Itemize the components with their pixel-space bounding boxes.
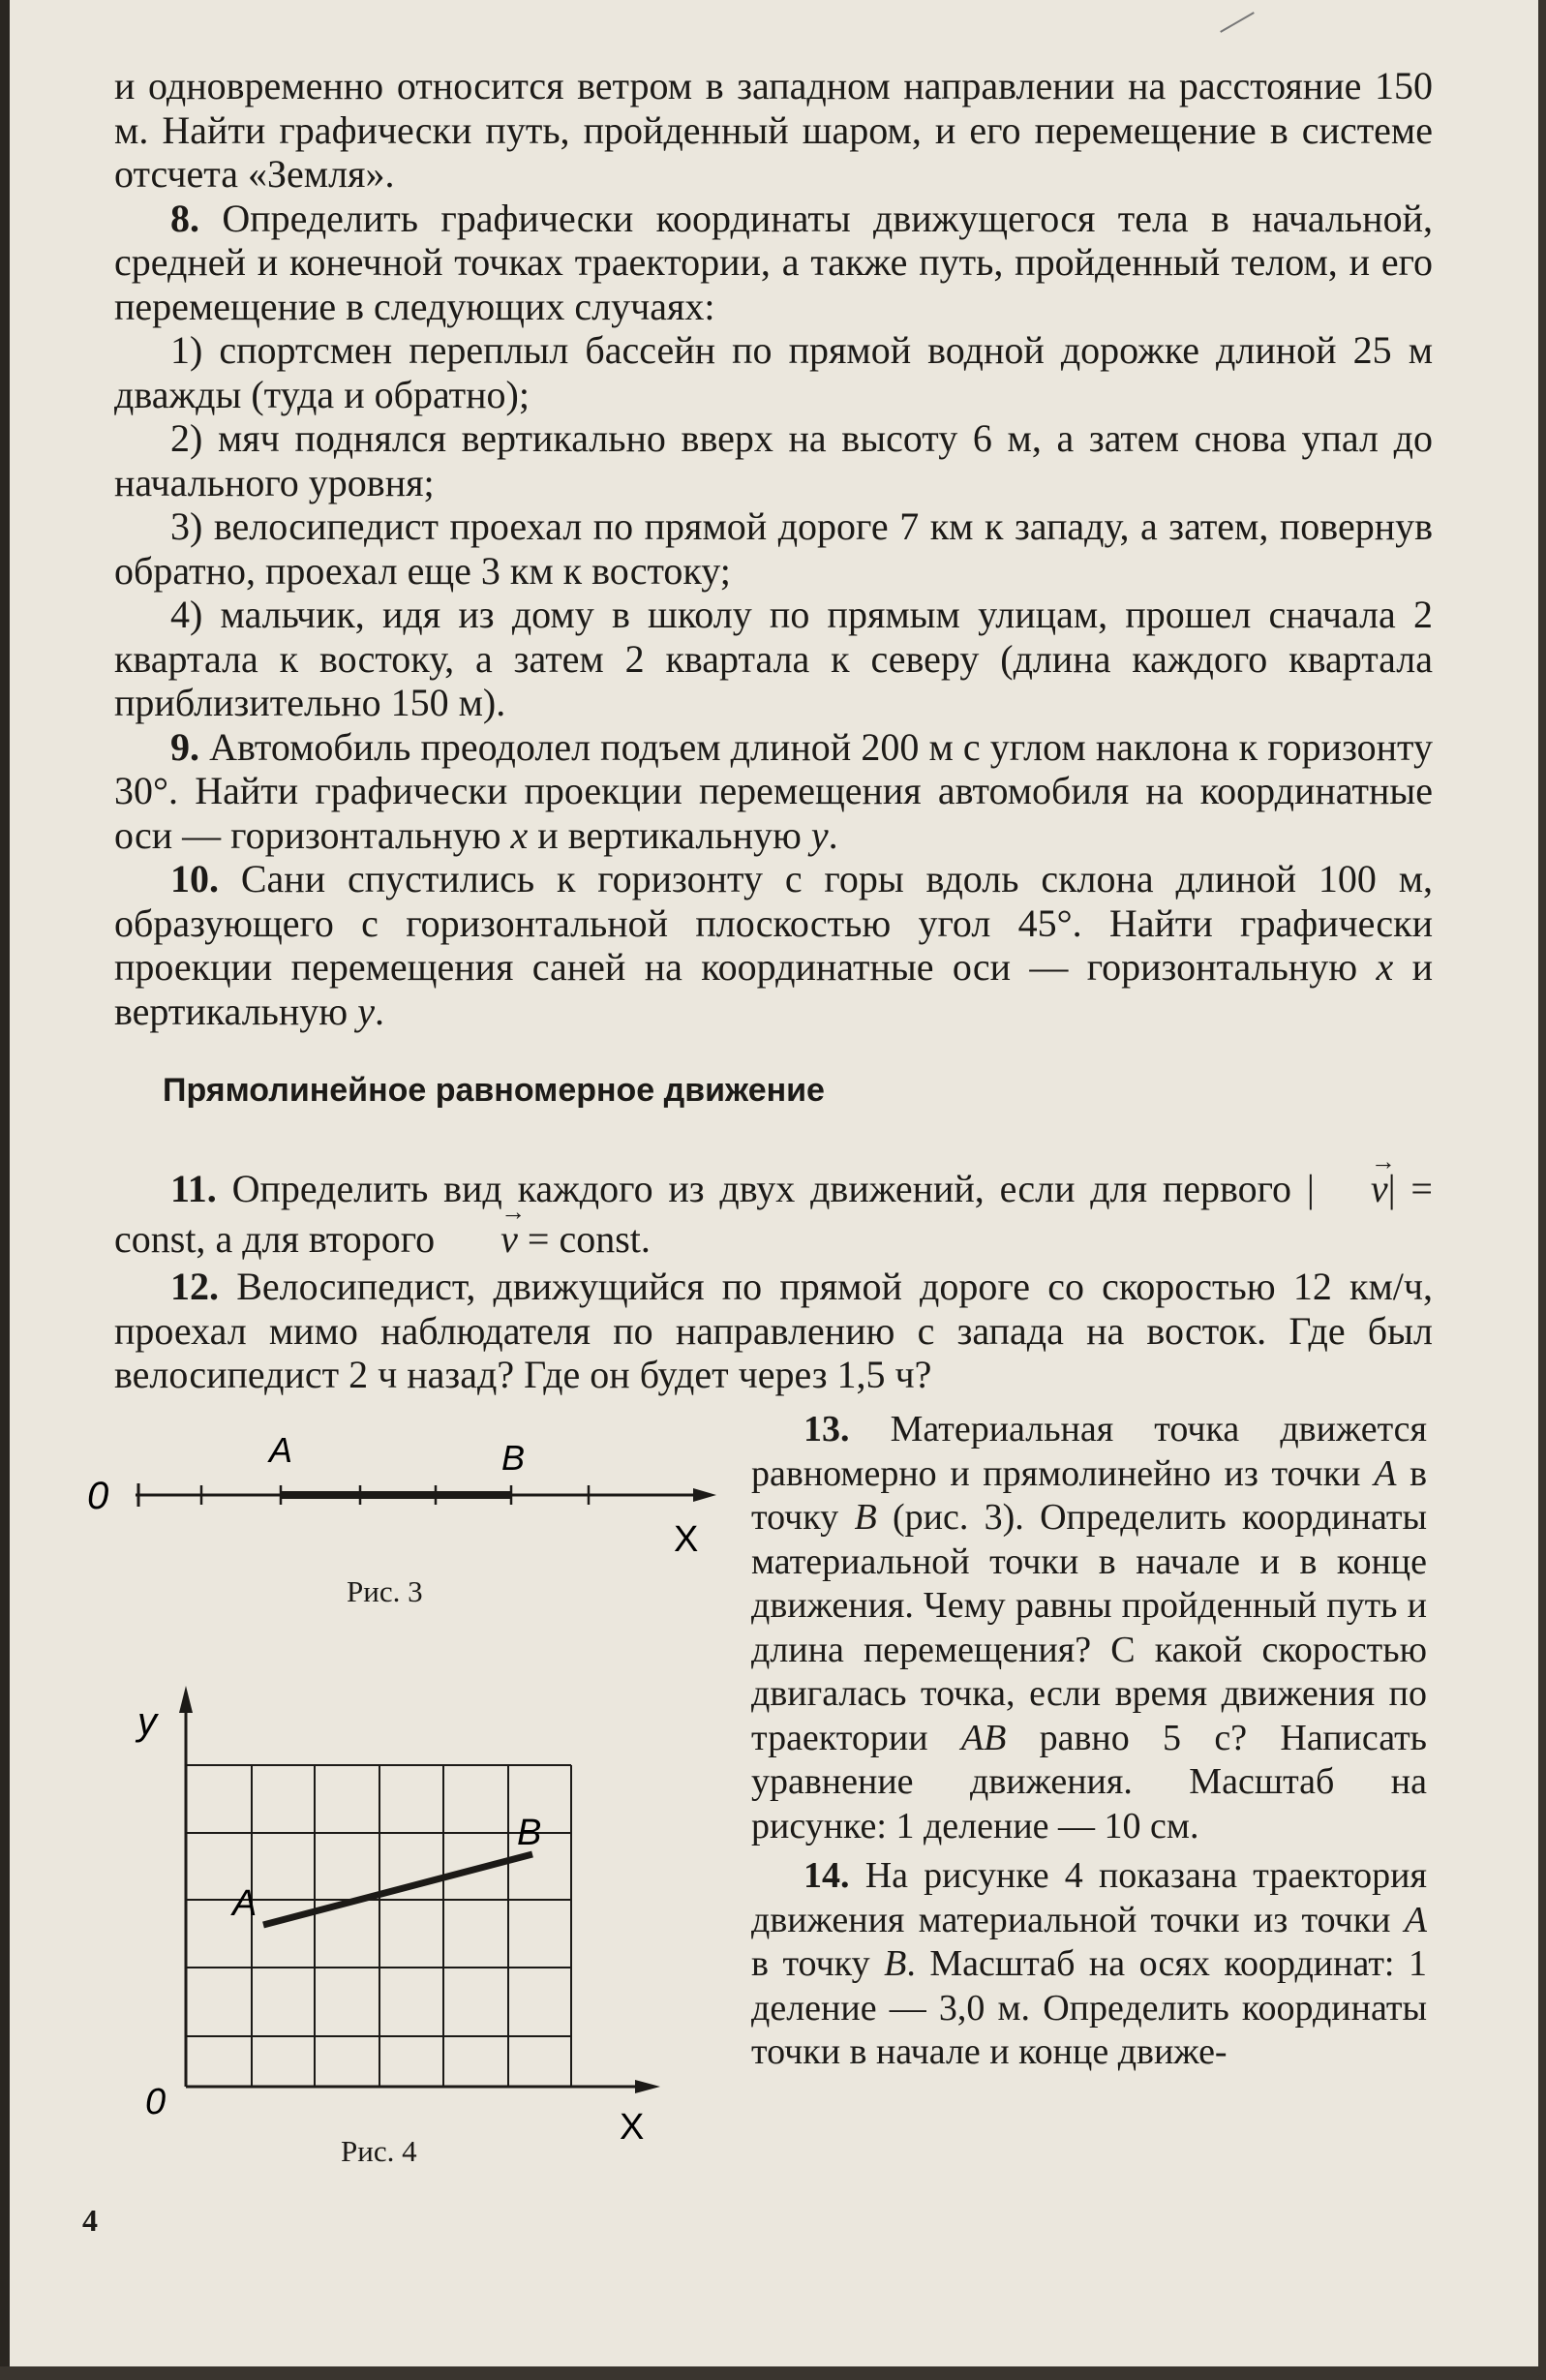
formula-v xyxy=(444,1217,651,1261)
scan-edge-left xyxy=(0,0,10,2380)
abs-bar: | xyxy=(1306,1167,1315,1210)
problem-11 xyxy=(114,1164,1433,1265)
problem-text: На рисунке 4 показана траектория движения материальной точки из точки xyxy=(751,1855,1427,1940)
problem-number: 11. xyxy=(170,1167,217,1210)
figure-4-y-label: y xyxy=(137,1700,157,1743)
period: . xyxy=(828,812,838,857)
problem-number: 14. xyxy=(803,1855,850,1896)
problem-10 xyxy=(114,857,1433,1033)
point-b: B xyxy=(854,1497,877,1538)
problem-text: а для второго xyxy=(215,1217,436,1261)
problem-text: и вертикальную xyxy=(114,945,1434,1033)
problem-text: Материальная точка движется равномерно и прямолинейно из точки xyxy=(751,1409,1428,1494)
problem-text: Сани спустились к горизонту с горы вдоль склона длиной 100 м, образующего с горизонтальной плоскостью угол 45°. Найти графически проекции перемещения саней на координатные оси — горизонтальную xyxy=(114,857,1434,989)
problem-text: равно 5 с? Написать уравнение движения. Масштаб на рисунке: 1 деление — 10 см. xyxy=(751,1717,1428,1846)
variable-y: y xyxy=(357,989,375,1033)
problem-14 xyxy=(751,1854,1427,2075)
figure-4-origin-label: 0 xyxy=(145,2082,167,2122)
point-b: B xyxy=(884,1943,907,1984)
figure-4-trajectory-ab xyxy=(263,1854,532,1925)
problem-8-case-2: 2) мяч поднялся вертикально вверх на высоту 6 м, а затем снова упал до начального уровня; xyxy=(114,416,1433,504)
problem-text: (рис. 3). Определить координаты материальной точки в начале и в конце движения. Чему равны пройденный путь и длина перемещения? С какой скоростью двигалась точка, если время движения по траектории xyxy=(751,1497,1428,1758)
point-a: A xyxy=(1404,1899,1428,1940)
problem-number: 9. xyxy=(170,724,199,769)
problem-9 xyxy=(114,725,1433,858)
figure-3-caption: Рис. 3 xyxy=(347,1574,423,1608)
problem-text: в точку xyxy=(751,1452,1428,1538)
pencil-mark xyxy=(1220,12,1255,33)
figure-4-grid xyxy=(186,1765,571,2087)
problem-text: и вертикальную xyxy=(537,812,802,857)
segment-ab: AB xyxy=(960,1717,1007,1758)
right-text-column xyxy=(751,1408,1427,2075)
problem-text: Автомобиль преодолел подъем длиной 200 м с углом наклона к горизонту 30°. Найти графически проекции перемещения автомобиля на координатные оси — горизонтальную xyxy=(114,724,1433,857)
problem-13 xyxy=(751,1408,1427,1848)
figure-4-point-b-label: B xyxy=(517,1813,542,1853)
figure-3-diagram xyxy=(77,1423,716,1564)
variable-x: x xyxy=(510,812,529,857)
page-number: 4 xyxy=(82,2203,98,2238)
scan-edge-right xyxy=(1538,0,1546,2380)
period: . xyxy=(374,989,384,1033)
figure-4-x-label: X xyxy=(620,2107,645,2145)
problem-8-case-1: 1) спортсмен переплыл бассейн по прямой водной дорожке длиной 25 м дважды (туда и обратно); xyxy=(114,328,1433,416)
vector-v: → v xyxy=(444,1214,518,1265)
problem-text: Велосипедист, движущийся по прямой дороге со скоростью 12 км/ч, проехал мимо наблюдателя по направлению с запада на восток. Где был велосипедист 2 ч назад? Где он будет через 1,5 ч? xyxy=(114,1265,1434,1396)
figure-3-origin-label: 0 xyxy=(87,1475,109,1517)
problem-number: 13. xyxy=(803,1409,850,1449)
problem-text: Определить вид каждого из двух движений, если для первого xyxy=(231,1167,1292,1210)
problem-8-case-3: 3) велосипедист проехал по прямой дороге 7 км к западу, а затем, повернув обратно, проехал еще 3 км к востоку; xyxy=(114,504,1433,593)
problem-number: 12. xyxy=(170,1265,219,1308)
section-text-column xyxy=(114,1164,1433,1397)
figure-4-diagram xyxy=(126,1680,668,2145)
problem-8 xyxy=(114,197,1433,329)
vector-v: → v xyxy=(1315,1164,1388,1214)
variable-x: x xyxy=(1376,945,1394,989)
problem-number: 8. xyxy=(170,196,199,240)
point-a: A xyxy=(1374,1452,1397,1494)
figure-3-point-a-label: A xyxy=(269,1430,293,1470)
problem-12 xyxy=(114,1265,1433,1397)
figure-3-point-b-label: B xyxy=(501,1438,526,1478)
problem-number: 10. xyxy=(170,857,219,900)
formula-rest: = const. xyxy=(527,1217,651,1261)
figure-3-axis-label: X xyxy=(674,1519,699,1560)
problem-text: Определить графически координаты движущегося тела в начальной, средней и конечной точках траектории, а также путь, пройденный телом, и его перемещение в следующих случаях: xyxy=(114,196,1433,328)
formula-rest: | = const, xyxy=(114,1167,1433,1261)
scan-edge-bottom xyxy=(0,2366,1546,2380)
problem-8-case-4: 4) мальчик, идя из дому в школу по прямым улицам, прошел сначала 2 квартала к востоку, а затем 2 квартала к северу (длина каждого квартала приблизительно 150 м). xyxy=(114,593,1433,724)
figure-4-caption: Рис. 4 xyxy=(341,2134,417,2168)
main-text-column xyxy=(114,64,1433,1033)
problem-text: в точку xyxy=(751,1943,870,1984)
figure-4-point-a-label: A xyxy=(232,1883,258,1924)
section-heading: Прямолинейное равномерное движение xyxy=(163,1072,825,1109)
variable-y: y xyxy=(810,812,829,857)
problem-text: . Масштаб на осях координат: 1 деление — 3,0 м. Определить координаты точки в начале и конце движе- xyxy=(751,1943,1427,2072)
top-paragraph: и одновременно относится ветром в западном направлении на расстояние 150 м. Найти графически путь, пройденный шаром, и его перемещение в системе отсчета «Земля». xyxy=(114,64,1433,196)
